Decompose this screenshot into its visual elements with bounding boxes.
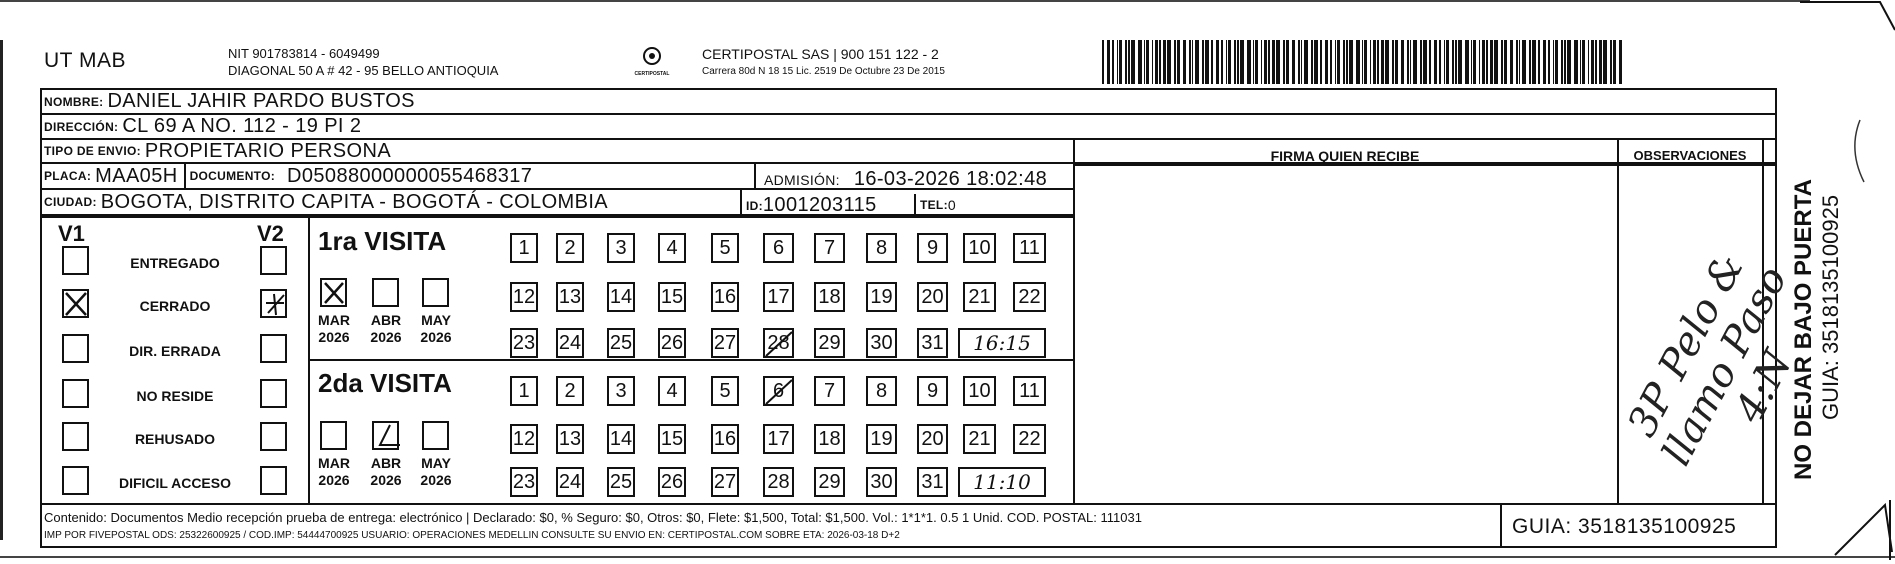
footer-contents: Contenido: Documentos Medio recepción prueba de entrega: electrónico | Declarado: $0, % Seguro: $0, Otros: $0, Flete: $1,500, Total: $1,500. Vol.: 1*1*1. 0.5 1 Unid. COD. POSTAL: 111031: [44, 510, 1142, 525]
month-label: ABR: [370, 312, 402, 328]
first-visit-day-cell[interactable]: 21: [963, 282, 996, 312]
first-visit-day-cell[interactable]: 9: [917, 233, 948, 263]
scan-edge-bottom: [0, 556, 1895, 558]
second-visit-label: 2da VISITA: [318, 368, 452, 398]
barcode-bar: [1458, 40, 1462, 84]
barcode-bar: [1177, 40, 1180, 84]
second-visit-day-cell[interactable]: 7: [814, 376, 845, 406]
admission-label: ADMISIÓN:: [764, 171, 840, 188]
v1-checkbox[interactable]: [62, 289, 89, 318]
v1-checkbox[interactable]: [62, 466, 89, 495]
barcode-bar: [1595, 40, 1597, 84]
barcode-bar: [1613, 40, 1616, 84]
first-visit-day-cell[interactable]: 27: [711, 328, 739, 358]
barcode-bar: [1237, 40, 1239, 84]
barcode-bar: [1183, 40, 1186, 84]
barcode-bar: [1298, 40, 1300, 84]
v2-checkbox[interactable]: [260, 422, 287, 451]
firma-label: FIRMA QUIEN RECIBE: [1270, 148, 1420, 164]
second-visit-day-cell[interactable]: 30: [866, 467, 897, 497]
footer-guia: GUIA: 3518135100925: [1512, 515, 1737, 538]
id-value: 1001203115: [762, 194, 877, 216]
v2-checkbox[interactable]: [260, 379, 287, 408]
barcode-bar: [1272, 40, 1275, 84]
barcode-bar: [1253, 40, 1254, 84]
barcode-bar: [1401, 40, 1404, 84]
side-warning: NO DEJAR BAJO PUERTA: [1790, 179, 1817, 480]
barcode-bar: [1240, 40, 1244, 84]
city-value: BOGOTA, DISTRITO CAPITA - BOGOTÁ - COLOMBIA: [100, 190, 609, 213]
second-visit-day-cell[interactable]: 1: [510, 376, 538, 406]
barcode-bar: [1599, 40, 1602, 84]
side-guia: GUIA: 3518135100925: [1818, 194, 1843, 420]
month-year-label: [312, 455, 356, 489]
barcode-bar: [1346, 40, 1348, 84]
second-visit-day-cell[interactable]: 2: [556, 376, 584, 406]
barcode-bar: [1117, 40, 1118, 84]
barcode-bar: [1373, 40, 1376, 84]
barcode-bar: [1395, 40, 1398, 84]
barcode-bar: [1532, 40, 1536, 84]
barcode-bar: [1420, 40, 1422, 84]
first-visit-day-cell[interactable]: 12: [510, 282, 538, 312]
month-year-label: [364, 455, 408, 489]
year-label: 2026: [370, 472, 402, 488]
barcode-bar: [1567, 40, 1571, 84]
barcode-bar: [1381, 40, 1384, 84]
barcode-bar: [1304, 40, 1308, 84]
first-visit-month-checkbox[interactable]: [422, 278, 449, 307]
barcode-bar: [1152, 40, 1153, 84]
shipment-type: PROPIETARIO PERSONA: [144, 139, 392, 162]
barcode-bar: [1216, 40, 1219, 84]
second-visit-day-cell[interactable]: 9: [917, 376, 948, 406]
first-visit-day-cell[interactable]: 22: [1013, 282, 1046, 312]
barcode-bar: [1504, 40, 1507, 84]
first-visit-day-cell[interactable]: 30: [866, 328, 897, 358]
v2-label: V2: [257, 221, 284, 246]
barcode-bar: [1510, 40, 1513, 84]
barcode-bar: [1377, 40, 1379, 84]
barcode-bar: [1490, 40, 1493, 84]
barcode-bar: [1286, 40, 1289, 84]
second-visit-day-cell[interactable]: 6: [763, 376, 794, 406]
barcode-bar: [1486, 40, 1488, 84]
barcode-bar: [1429, 40, 1431, 84]
barcode-bar: [1343, 40, 1345, 84]
barcode-bar: [1155, 40, 1158, 84]
status-label: DIFICIL ACCESO: [118, 475, 231, 491]
barcode-bar: [1195, 40, 1199, 84]
name-label: NOMBRE:: [44, 94, 104, 109]
first-visit-day-cell[interactable]: 16: [711, 282, 739, 312]
barcode-bar: [1264, 40, 1267, 84]
month-label: MAR: [318, 312, 350, 328]
second-visit-day-cell[interactable]: 19: [866, 424, 897, 454]
barcode-bar: [1522, 40, 1526, 84]
barcode-bar: [1519, 40, 1520, 84]
barcode-bar: [1112, 40, 1114, 84]
recipient-name: DANIEL JAHIR PARDO BUSTOS: [107, 90, 415, 112]
barcode-bar: [1564, 40, 1566, 84]
barcode-bar: [1320, 40, 1322, 84]
barcode-bar: [1292, 40, 1295, 84]
barcode-bar: [1452, 40, 1454, 84]
barcode-bar: [1482, 40, 1485, 84]
first-visit-day-cell[interactable]: 6: [763, 233, 794, 263]
second-visit-day-cell[interactable]: 11: [1013, 376, 1046, 406]
barcode-bar: [1330, 40, 1332, 84]
barcode-bar: [1407, 40, 1409, 84]
barcode-bar: [1163, 40, 1166, 84]
v1-checkbox[interactable]: [62, 334, 89, 363]
handwritten-mark-icon: [262, 291, 286, 317]
month-year-label: [312, 312, 356, 346]
second-visit-day-cell[interactable]: 13: [556, 424, 584, 454]
first-visit-day-cell[interactable]: 13: [556, 282, 584, 312]
barcode-bar: [1221, 40, 1223, 84]
first-visit-day-cell[interactable]: 4: [658, 233, 686, 263]
barcode-bar: [1102, 40, 1104, 84]
type-label: TIPO DE ENVIO:: [44, 144, 141, 158]
document-value: D05088000000055468317: [287, 164, 533, 187]
barcode-bar: [1561, 40, 1563, 84]
month-year-label: [414, 312, 458, 346]
barcode-bar: [1479, 40, 1480, 84]
status-label: CERRADO: [139, 298, 211, 314]
second-visit-day-cell[interactable]: 14: [607, 424, 635, 454]
barcode-bar: [1301, 40, 1302, 84]
barcode-bar: [1234, 40, 1236, 84]
carrier-logo: [632, 46, 672, 82]
barcode-bar: [1268, 40, 1270, 84]
barcode-bar: [1473, 40, 1476, 84]
v1-checkbox[interactable]: [62, 246, 89, 275]
barcode-bar: [1610, 40, 1612, 84]
barcode-bar: [1516, 40, 1518, 84]
scan-edge-left: [0, 40, 3, 540]
document-label: DOCUMENTO:: [189, 169, 276, 183]
second-visit-day-cell[interactable]: 21: [963, 424, 996, 454]
admission-value: 16-03-2026 18:02:48: [853, 168, 1048, 190]
first-visit-day-cell[interactable]: 31: [917, 328, 948, 358]
second-visit-day-cell[interactable]: 16: [711, 424, 739, 454]
month-label: ABR: [370, 455, 402, 471]
first-visit-day-cell[interactable]: 20: [917, 282, 948, 312]
second-visit-day-cell[interactable]: 22: [1013, 424, 1046, 454]
barcode-bar: [1494, 40, 1498, 84]
city-label: CIUDAD:: [44, 195, 97, 209]
barcode-bar: [1356, 40, 1360, 84]
barcode-bar: [1138, 40, 1142, 84]
barcode-bar: [1370, 40, 1371, 84]
status-label: NO RESIDE: [136, 388, 214, 404]
first-visit-day-cell[interactable]: 10: [963, 233, 996, 263]
barcode-bar: [1228, 40, 1231, 84]
barcode-bar: [1446, 40, 1449, 84]
barcode-bar: [1128, 40, 1130, 84]
second-visit-day-cell[interactable]: 15: [658, 424, 686, 454]
first-visit-day-cell[interactable]: 14: [607, 282, 635, 312]
barcode-bar: [1107, 40, 1110, 84]
v2-checkbox[interactable]: [260, 334, 287, 363]
barcode-bar: [1455, 40, 1457, 84]
barcode-bar: [1261, 40, 1262, 84]
first-visit-day-cell[interactable]: 11: [1013, 233, 1046, 263]
id-label: ID:: [746, 198, 763, 213]
second-visit-month-checkbox[interactable]: [422, 421, 449, 450]
first-visit-day-cell[interactable]: 2: [556, 233, 584, 263]
barcode-bar: [1444, 40, 1445, 84]
scan-edge-top: [0, 0, 1810, 2]
second-visit-day-cell[interactable]: 18: [814, 424, 845, 454]
second-visit-day-cell[interactable]: 25: [607, 467, 635, 497]
second-visit-day-cell[interactable]: 29: [814, 467, 845, 497]
second-visit-day-cell[interactable]: 17: [763, 424, 794, 454]
month-label: MAR: [318, 455, 350, 471]
plate-value: MAA05H: [95, 164, 178, 187]
barcode-bar: [1619, 40, 1622, 84]
barcode-bar: [1131, 40, 1135, 84]
first-visit-day-cell[interactable]: 1: [510, 233, 538, 263]
first-visit-day-cell[interactable]: 23: [510, 328, 538, 358]
barcode-bar: [1439, 40, 1441, 84]
barcode-bar: [1202, 40, 1204, 84]
second-visit-day-cell[interactable]: 24: [556, 467, 584, 497]
logo-icon: [638, 46, 666, 66]
v2-checkbox[interactable]: [260, 289, 287, 318]
barcode-bar: [1314, 40, 1318, 84]
status-label: DIR. ERRADA: [129, 343, 221, 359]
barcode-bar: [1591, 40, 1594, 84]
barcode-bar: [1167, 40, 1171, 84]
barcode-bar: [1501, 40, 1503, 84]
barcode-bar: [1392, 40, 1394, 84]
barcode-bar: [1226, 40, 1227, 84]
first-visit-day-cell[interactable]: 25: [607, 328, 635, 358]
barcode-bar: [1434, 40, 1437, 84]
status-label: ENTREGADO: [130, 255, 220, 271]
day-cross-mark: [763, 328, 795, 360]
v2-checkbox[interactable]: [260, 466, 287, 495]
barcode-bar: [1413, 40, 1417, 84]
address-label: DIRECCIÓN:: [44, 119, 119, 134]
first-visit-day-cell[interactable]: 29: [814, 328, 845, 358]
barcode-bar: [1538, 40, 1540, 84]
second-visit-day-cell[interactable]: 10: [963, 376, 996, 406]
second-visit-day-cell[interactable]: 23: [510, 467, 538, 497]
company-address: DIAGONAL 50 A # 42 - 95 BELLO ANTIOQUIA: [228, 63, 499, 78]
barcode-bar: [1325, 40, 1328, 84]
barcode-bar: [1553, 40, 1554, 84]
barcode-bar: [1255, 40, 1258, 84]
month-year-label: [414, 455, 458, 489]
first-visit-day-cell[interactable]: 3: [607, 233, 635, 263]
row-address: [40, 115, 1777, 140]
barcode-bar: [1311, 40, 1313, 84]
barcode-bar: [1543, 40, 1546, 84]
second-visit-day-cell[interactable]: 31: [917, 467, 948, 497]
second-visit-day-cell[interactable]: 5: [711, 376, 739, 406]
logo-text: CERTIPOSTAL: [634, 71, 670, 77]
barcode-bar: [1192, 40, 1193, 84]
first-visit-day-cell[interactable]: 18: [814, 282, 845, 312]
v1-checkbox[interactable]: [62, 379, 89, 408]
barcode-bar: [1423, 40, 1427, 84]
first-visit-day-cell[interactable]: 26: [658, 328, 686, 358]
carrier-name: CERTIPOSTAL SAS | 900 151 122 - 2: [702, 46, 939, 62]
barcode-bar: [1364, 40, 1367, 84]
barcode-bar: [1582, 40, 1585, 84]
status-label: REHUSADO: [134, 431, 216, 447]
barcode-bar: [1465, 40, 1469, 84]
first-visit-day-cell[interactable]: 7: [814, 233, 845, 263]
row-city: [40, 190, 1073, 216]
year-label: 2026: [420, 329, 452, 345]
carrier-address: Carrera 80d N 18 15 Lic. 2519 De Octubre 23 De 2015: [702, 66, 945, 77]
second-visit-month-checkbox[interactable]: [372, 421, 399, 450]
first-visit-day-cell[interactable]: 19: [866, 282, 897, 312]
barcode-bar: [1362, 40, 1363, 84]
barcode-bar: [1247, 40, 1251, 84]
tel-label: TEL:: [920, 198, 948, 212]
handwritten-mark-icon: [374, 423, 398, 449]
barcode-bar: [1276, 40, 1280, 84]
first-visit-month-checkbox[interactable]: [320, 278, 347, 307]
second-visit-day-cell[interactable]: 20: [917, 424, 948, 454]
barcode-bar: [1588, 40, 1589, 84]
month-year-label: [364, 312, 408, 346]
company-nit: NIT 901783814 - 6049499: [228, 46, 380, 61]
year-label: 2026: [420, 472, 452, 488]
barcode: [1102, 40, 1627, 84]
barcode-bar: [1574, 40, 1578, 84]
x-mark-icon: [322, 280, 346, 306]
year-label: 2026: [318, 329, 350, 345]
year-label: 2026: [318, 472, 350, 488]
first-visit-day-cell[interactable]: 15: [658, 282, 686, 312]
day-cross-mark: [763, 376, 795, 408]
barcode-bar: [1174, 40, 1176, 84]
row-name: [40, 90, 1777, 115]
barcode-bar: [1205, 40, 1209, 84]
v1-checkbox[interactable]: [62, 422, 89, 451]
first-visit-day-cell[interactable]: 8: [866, 233, 897, 263]
barcode-bar: [1529, 40, 1531, 84]
first-visit-label: 1ra VISITA: [318, 226, 447, 256]
barcode-bar: [1603, 40, 1607, 84]
second-visit-day-cell[interactable]: 3: [607, 376, 635, 406]
tel-value: 0: [947, 197, 956, 213]
barcode-bar: [1146, 40, 1149, 84]
company-name: UT MAB: [44, 49, 126, 72]
second-visit-day-cell[interactable]: 12: [510, 424, 538, 454]
first-visit-day-cell[interactable]: 5: [711, 233, 739, 263]
barcode-bar: [1283, 40, 1285, 84]
second-visit-month-checkbox[interactable]: [320, 421, 347, 450]
observaciones-label: OBSERVACIONES: [1633, 148, 1747, 163]
barcode-bar: [1580, 40, 1581, 84]
second-visit-time-box[interactable]: 11:10: [958, 467, 1046, 497]
first-visit-day-cell[interactable]: 28: [763, 328, 794, 358]
barcode-bar: [1349, 40, 1353, 84]
barcode-bar: [1211, 40, 1213, 84]
second-visit-day-cell[interactable]: 27: [711, 467, 739, 497]
second-visit-day-cell[interactable]: 4: [658, 376, 686, 406]
recipient-address: CL 69 A NO. 112 - 19 PI 2: [122, 115, 362, 137]
barcode-bar: [1144, 40, 1145, 84]
x-mark-icon: [64, 291, 88, 317]
barcode-bar: [1119, 40, 1122, 84]
barcode-bar: [1385, 40, 1389, 84]
barcode-bar: [1189, 40, 1191, 84]
first-visit-month-checkbox[interactable]: [372, 278, 399, 307]
first-visit-time-box[interactable]: 16:15: [958, 328, 1046, 358]
barcode-bar: [1555, 40, 1558, 84]
second-visit-day-cell[interactable]: 26: [658, 467, 686, 497]
second-visit-day-cell[interactable]: 8: [866, 376, 897, 406]
first-visit-day-cell[interactable]: 24: [556, 328, 584, 358]
barcode-bar: [1125, 40, 1127, 84]
v2-checkbox[interactable]: [260, 246, 287, 275]
barcode-bar: [1548, 40, 1550, 84]
barcode-bar: [1335, 40, 1336, 84]
v1-label: V1: [58, 221, 85, 246]
observation-handwriting: 3P Pelo & llamo Paso 4:N: [1619, 246, 1802, 473]
barcode-bar: [1159, 40, 1161, 84]
month-label: MAY: [421, 312, 451, 328]
month-label: MAY: [421, 455, 451, 471]
first-visit-day-cell[interactable]: 17: [763, 282, 794, 312]
second-visit-day-cell[interactable]: 28: [763, 467, 794, 497]
year-label: 2026: [370, 329, 402, 345]
footer-imp: IMP POR FIVEPOSTAL ODS: 25322600925 / COD.IMP: 54444700925 USUARIO: OPERACIONES MEDELLIN CONSULTE SU ENVIO EN: CERTIPOSTAL.COM SOBRE ETA: 2026-03-18 D+2: [44, 530, 900, 541]
barcode-bar: [1337, 40, 1340, 84]
barcode-bar: [1410, 40, 1411, 84]
plate-label: PLACA:: [44, 169, 92, 183]
barcode-bar: [1471, 40, 1472, 84]
